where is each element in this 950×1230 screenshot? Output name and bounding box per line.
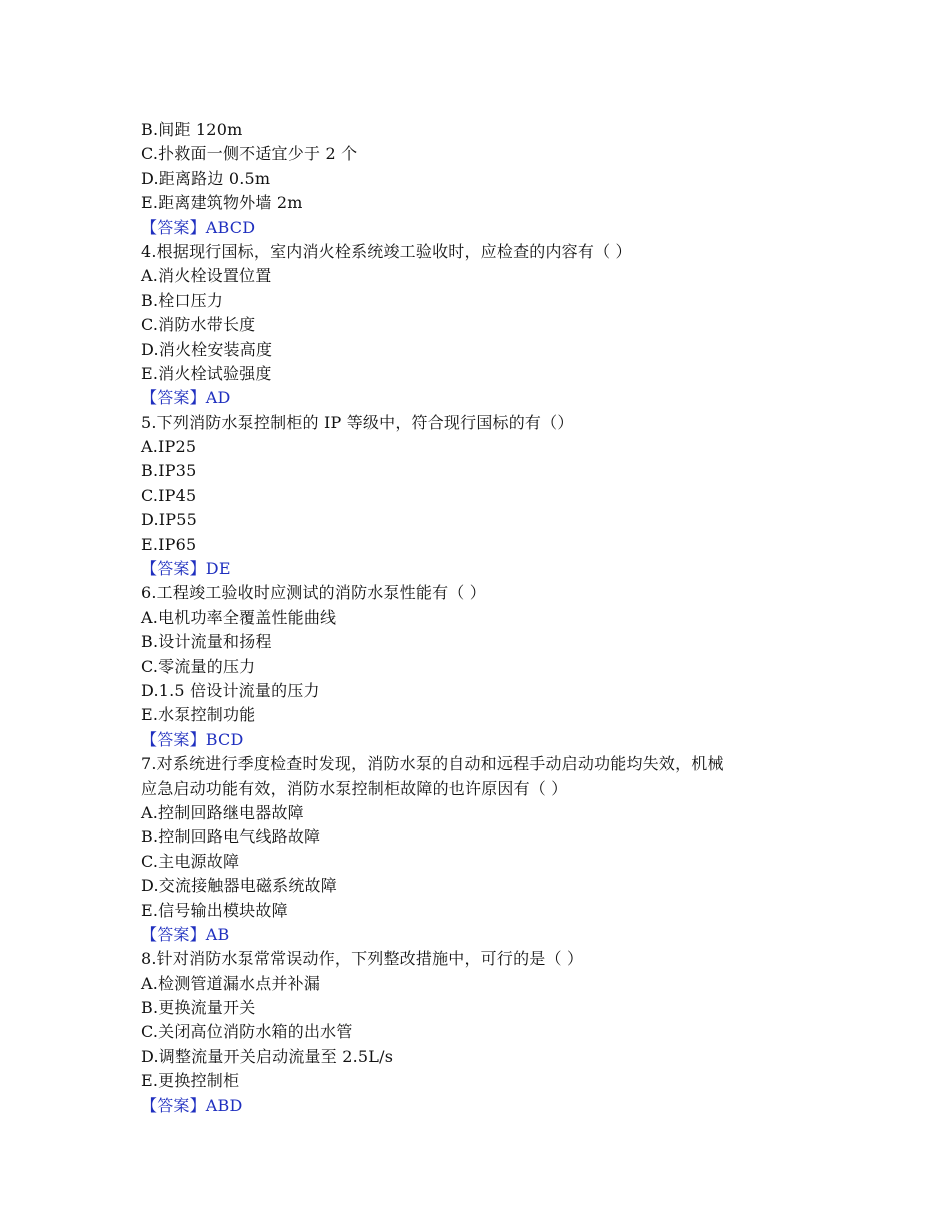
option-line: E.消火栓试验强度 <box>141 363 272 383</box>
option-line: D.1.5 倍设计流量的压力 <box>141 680 320 700</box>
option-line: A.消火栓设置位置 <box>141 266 272 286</box>
answer-line: 【答案】AD <box>141 388 231 408</box>
answer-line: 【答案】ABD <box>141 1095 243 1115</box>
option-line: C.消防水带长度 <box>141 315 256 335</box>
question-6 <box>141 581 841 752</box>
option-line: A.电机功率全覆盖性能曲线 <box>141 607 337 627</box>
option-line: C.主电源故障 <box>141 851 240 871</box>
option-line: B.栓口压力 <box>141 290 224 310</box>
option-line: C.IP45 <box>141 485 197 505</box>
option-line: C.扑救面一侧不适宜少于 2 个 <box>141 144 358 164</box>
option-line: E.水泵控制功能 <box>141 705 256 725</box>
question-8 <box>141 947 841 1118</box>
answer-line: 【答案】BCD <box>141 729 244 749</box>
option-line: A.IP25 <box>141 437 197 457</box>
answer-line: 【答案】ABCD <box>141 217 256 237</box>
question-stem: 4.根据现行国标，室内消火栓系统竣工验收时，应检查的内容有（ ） <box>141 241 632 261</box>
answer-line: 【答案】AB <box>141 924 230 944</box>
question-stem: 7.对系统进行季度检查时发现，消防水泵的自动和远程手动启动功能均失效，机械 <box>141 754 724 774</box>
option-line: E.更换控制柜 <box>141 1071 240 1091</box>
option-line: B.IP35 <box>141 461 197 481</box>
option-line: D.调整流量开关启动流量至 2.5L/s <box>141 1046 394 1066</box>
option-line: E.IP65 <box>141 534 197 554</box>
question-stem: 8.针对消防水泵常常误动作，下列整改措施中，可行的是（ ） <box>141 949 584 969</box>
option-line: B.间距 120m <box>141 120 243 139</box>
document-body <box>141 118 841 1118</box>
question-5 <box>141 411 841 582</box>
option-line: B.更换流量开关 <box>141 998 256 1018</box>
option-line: A.控制回路继电器故障 <box>141 802 304 822</box>
option-line: D.交流接触器电磁系统故障 <box>141 876 337 896</box>
option-line: D.距离路边 0.5m <box>141 168 271 188</box>
option-line: A.检测管道漏水点并补漏 <box>141 973 321 993</box>
question-3-tail <box>141 118 841 240</box>
option-line: C.关闭高位消防水箱的出水管 <box>141 1022 353 1042</box>
option-line: E.信号输出模块故障 <box>141 900 288 920</box>
answer-line: 【答案】DE <box>141 559 231 579</box>
question-stem-continued: 应急启动功能有效，消防水泵控制柜故障的也许原因有（ ） <box>141 778 568 798</box>
question-stem: 6.工程竣工验收时应测试的消防水泵性能有（ ） <box>141 583 486 603</box>
question-7 <box>141 752 841 947</box>
option-line: B.设计流量和扬程 <box>141 632 272 652</box>
question-stem: 5.下列消防水泵控制柜的 IP 等级中，符合现行国标的有（） <box>141 412 574 432</box>
option-line: D.IP55 <box>141 510 197 530</box>
option-line: B.控制回路电气线路故障 <box>141 827 321 847</box>
option-line: E.距离建筑物外墙 2m <box>141 193 303 213</box>
option-line: C.零流量的压力 <box>141 656 256 676</box>
option-line: D.消火栓安装高度 <box>141 339 273 359</box>
question-4 <box>141 240 841 411</box>
